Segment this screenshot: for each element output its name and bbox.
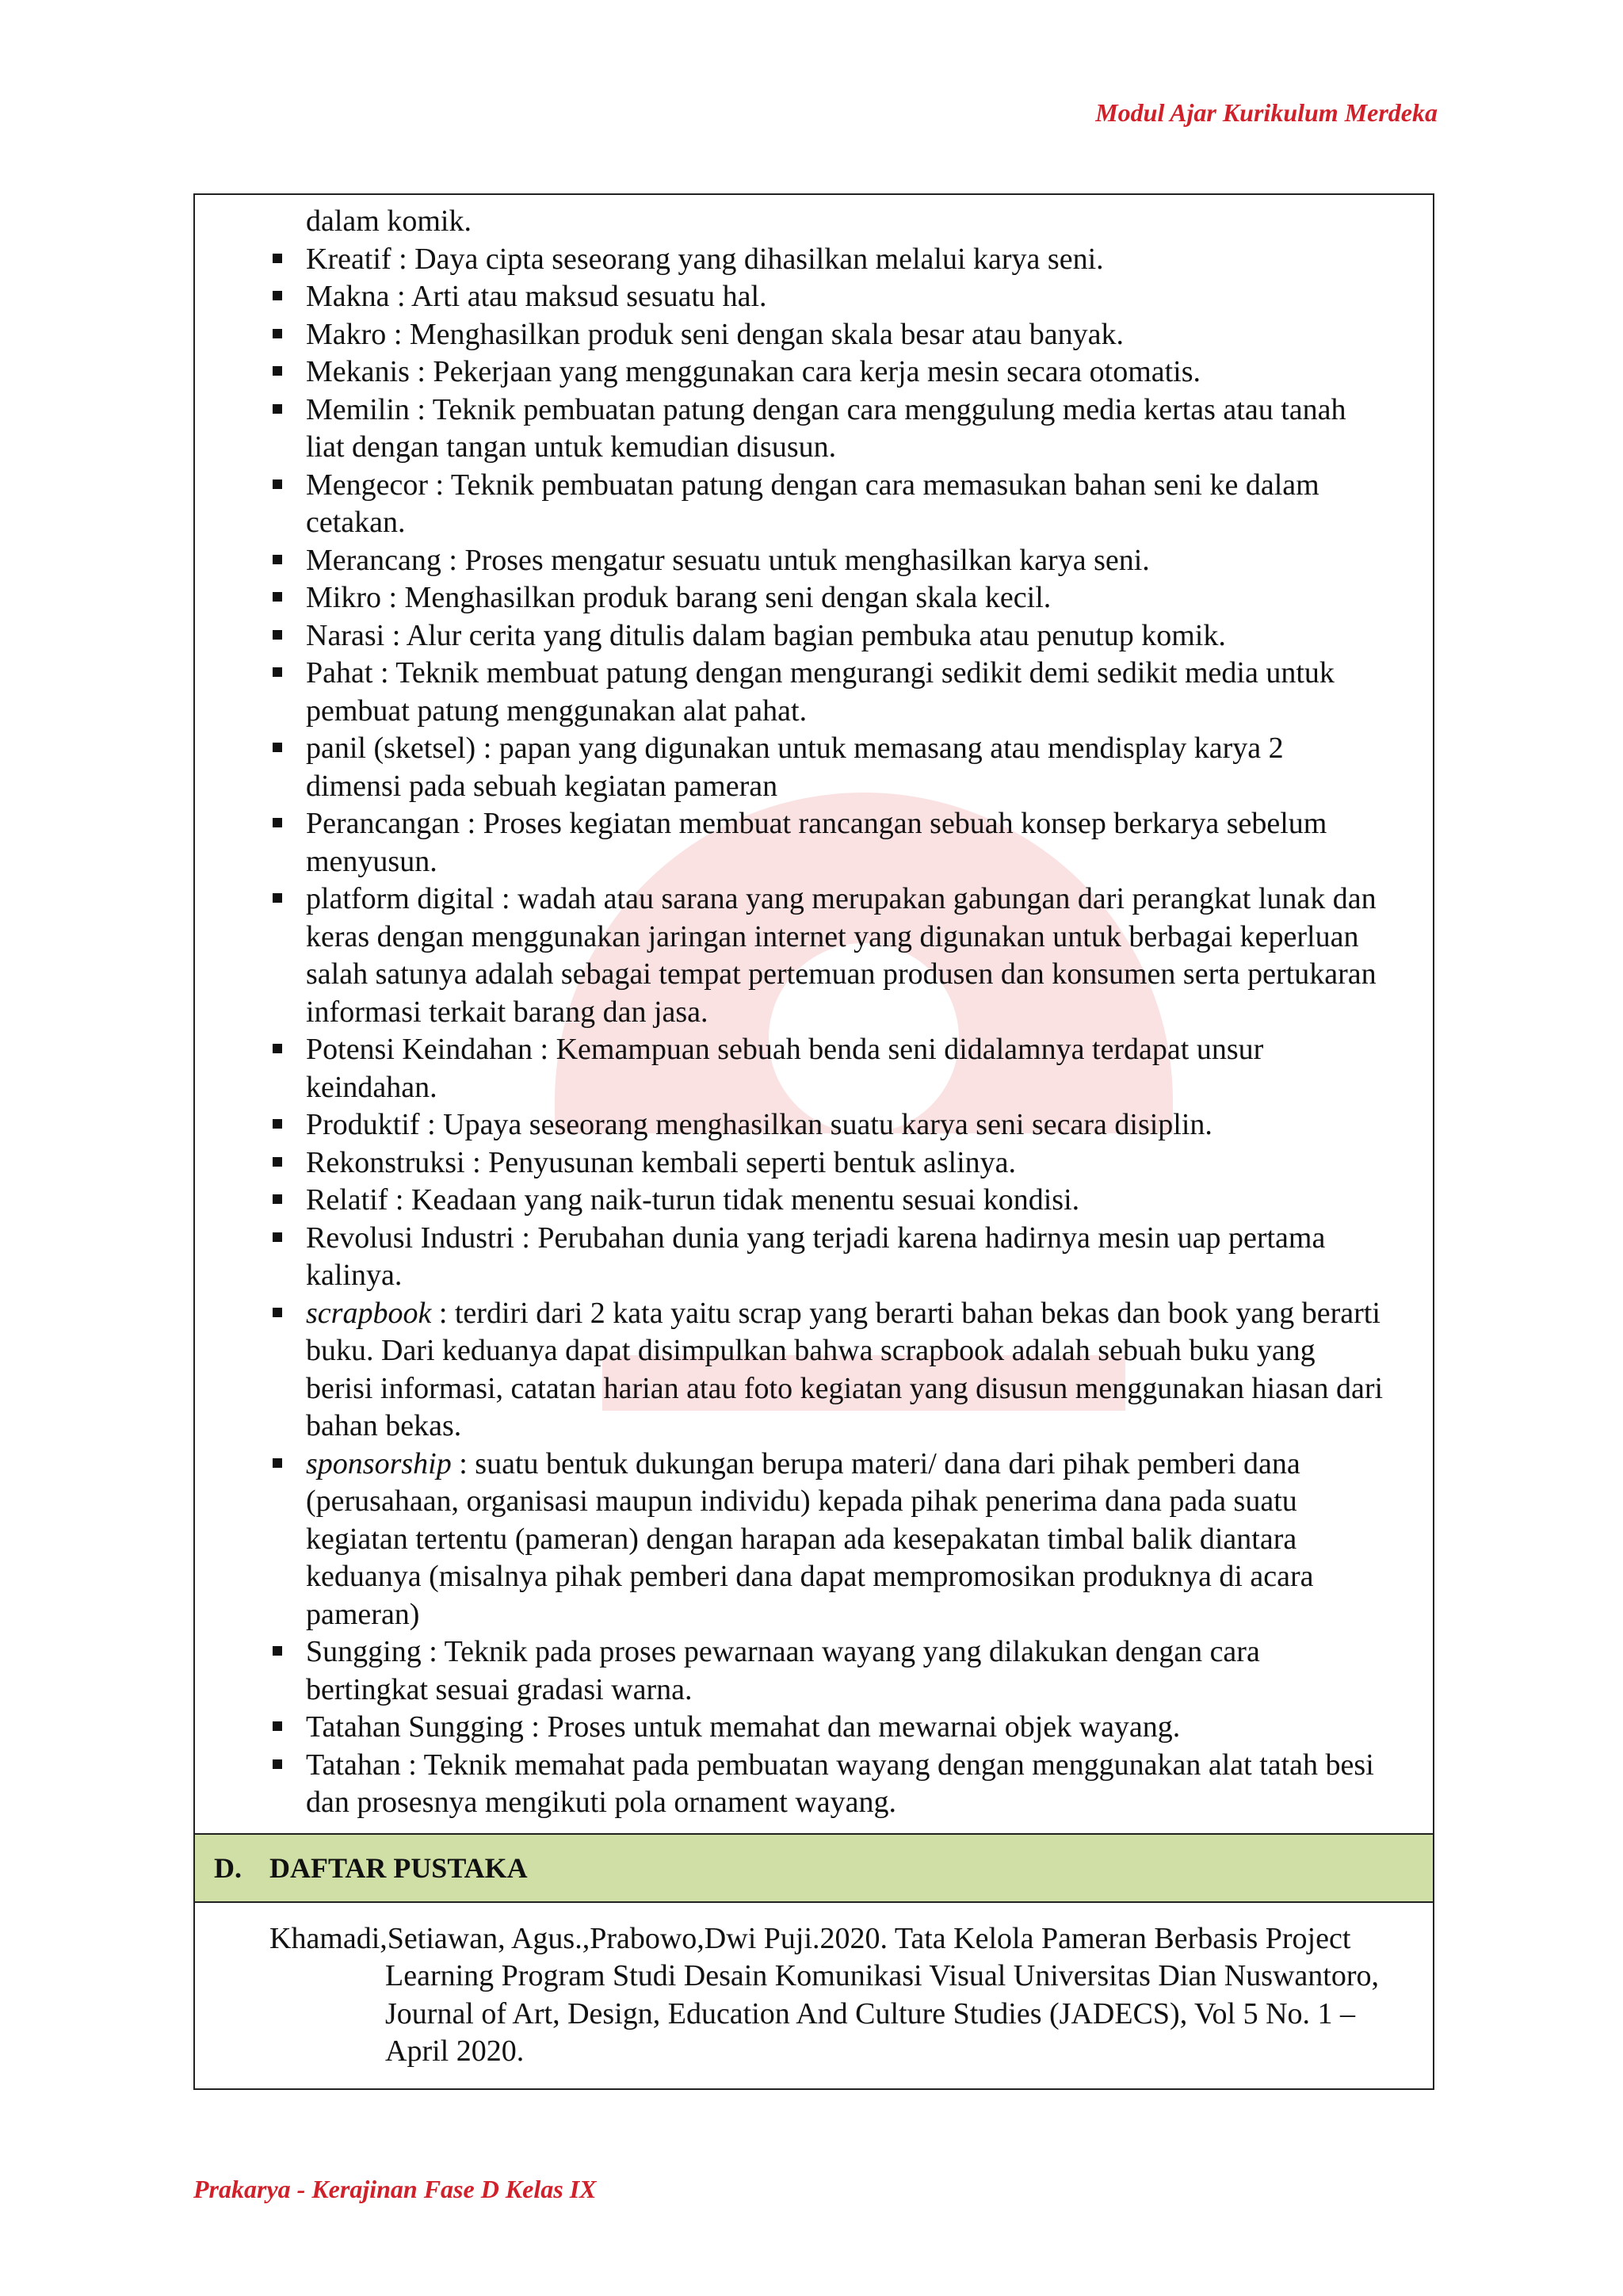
glossary-definition: : terdiri dari 2 kata yaitu scrap yang berarti bahan bekas dan book yang berarti buku. Dari keduanya dapat disimpulkan bahwa scrapbook adalah sebuah buku yang berisi informasi, catatan harian atau foto kegiatan yang disusun menggunakan hiasan dari bahan bekas. (306, 1296, 1384, 1442)
glossary-term: sponsorship (306, 1446, 452, 1480)
glossary-item (235, 655, 1385, 730)
square-bullet-icon (273, 555, 282, 564)
running-footer: Prakarya - Kerajinan Fase D Kelas IX (193, 2175, 597, 2203)
square-bullet-icon (273, 1157, 282, 1167)
glossary-item (235, 1182, 1385, 1220)
glossary-item (235, 1106, 1385, 1144)
square-bullet-icon (273, 1044, 282, 1053)
square-bullet-icon (273, 254, 282, 263)
glossary-term: Tatahan (306, 1748, 401, 1782)
glossary-definition: : Teknik membuat patung dengan mengurangi sedikit demi sedikit media untuk pembuat patung menggunakan alat pahat. (306, 656, 1335, 728)
glossary-item (235, 617, 1385, 655)
glossary-term: Memilin (306, 392, 410, 426)
content-table (193, 193, 1434, 2090)
square-bullet-icon (273, 404, 282, 414)
square-bullet-icon (273, 592, 282, 602)
running-header: Modul Ajar Kurikulum Merdeka (1095, 98, 1438, 127)
glossary-item (235, 1747, 1385, 1822)
glossary-item (235, 392, 1385, 467)
glossary-term: Mekanis (306, 355, 410, 388)
glossary-term: panil (sketsel) (306, 732, 476, 765)
glossary-item (235, 730, 1385, 805)
glossary-item (235, 1709, 1385, 1747)
square-bullet-icon (273, 291, 282, 300)
glossary-term: Narasi (306, 618, 385, 652)
glossary-item (235, 1633, 1385, 1709)
glossary-definition: : Arti atau maksud sesuatu hal. (389, 280, 767, 313)
square-bullet-icon (273, 1721, 282, 1731)
glossary-definition: : Proses kegiatan membuat rancangan sebuah konsep berkarya sebelum menyusun. (306, 807, 1327, 878)
glossary-definition: : Teknik memahat pada pembuatan wayang dengan menggunakan alat tatah besi dan prosesnya mengikuti pola ornament wayang. (306, 1748, 1374, 1819)
square-bullet-icon (273, 1308, 282, 1317)
glossary-term: Tatahan Sungging (306, 1710, 524, 1744)
glossary-item (235, 1295, 1385, 1446)
glossary-definition: : Teknik pada proses pewarnaan wayang yang dilakukan dengan cara bertingkat sesuai gradasi warna. (306, 1635, 1260, 1706)
glossary-item (235, 542, 1385, 580)
square-bullet-icon (273, 818, 282, 827)
glossary-term: Mikro (306, 581, 381, 614)
glossary-item (235, 316, 1385, 354)
glossary-definition: : Keadaan yang naik-turun tidak menentu sesuai kondisi. (388, 1183, 1080, 1217)
glossary-term: Sungging (306, 1635, 422, 1668)
square-bullet-icon (273, 743, 282, 752)
square-bullet-icon (273, 329, 282, 338)
glossary-definition: : Pekerjaan yang menggunakan cara kerja mesin secara otomatis. (409, 355, 1201, 388)
glossary-term: scrapbook (306, 1296, 432, 1330)
glossary-item (235, 278, 1385, 316)
section-d-title: DAFTAR PUSTAKA (269, 1851, 528, 1884)
glossary-term: Makro (306, 317, 387, 351)
square-bullet-icon (273, 366, 282, 376)
glossary-term: Revolusi Industri (306, 1221, 514, 1255)
glossary-term: Potensi Keindahan (306, 1033, 533, 1066)
glossary-term: Makna (306, 280, 390, 313)
glossary-item (235, 1220, 1385, 1295)
glossary-cell (195, 195, 1433, 1833)
square-bullet-icon (273, 1119, 282, 1129)
glossary-list (235, 241, 1385, 1822)
square-bullet-icon (273, 1458, 282, 1468)
glossary-definition: : Proses untuk memahat dan mewarnai objek wayang. (523, 1710, 1181, 1744)
glossary-item (235, 881, 1385, 1031)
reference-list (269, 1920, 1401, 2071)
glossary-definition: : Kemampuan sebuah benda seni didalamnya terdapat unsur keindahan. (306, 1033, 1264, 1104)
glossary-term: Kreatif (306, 242, 391, 276)
square-bullet-icon (273, 1194, 282, 1204)
glossary-definition: : Menghasilkan produk barang seni dengan skala kecil. (381, 581, 1052, 614)
square-bullet-icon (273, 893, 282, 903)
glossary-item (235, 579, 1385, 617)
glossary-term: platform digital (306, 882, 495, 915)
glossary-term: Relatif (306, 1183, 388, 1217)
glossary-continuation: dalam komik. (306, 204, 472, 238)
glossary-term: Pahat (306, 656, 373, 690)
glossary-definition: : Menghasilkan produk seni dengan skala besar atau banyak. (386, 317, 1125, 351)
glossary-definition: : suatu bentuk dukungan berupa materi/ dana dari pihak pemberi dana (perusahaan, organisasi maupun individu) kepada pihak penerima dana pada suatu kegiatan tertentu (pameran) dengan harapan ada kesepakatan timbal balik diantara keduanya (misalnya pihak pemberi dana dapat mempromosikan produknya di acara pameran) (306, 1446, 1314, 1631)
glossary-definition: : papan yang digunakan untuk memasang atau mendisplay karya 2 dimensi pada sebuah kegiatan pameran (306, 732, 1284, 803)
square-bullet-icon (273, 1759, 282, 1769)
glossary-definition: : Alur cerita yang ditulis dalam bagian pembuka atau penutup komik. (384, 618, 1226, 652)
square-bullet-icon (273, 630, 282, 640)
glossary-item (235, 241, 1385, 279)
glossary-definition: : Proses mengatur sesuatu untuk menghasilkan karya seni. (441, 543, 1150, 577)
glossary-term: Produktif (306, 1108, 420, 1141)
glossary-item (235, 467, 1385, 542)
glossary-definition: : Perubahan dunia yang terjadi karena hadirnya mesin uap pertama kalinya. (306, 1221, 1326, 1292)
square-bullet-icon (273, 667, 282, 677)
section-d-letter: D. (214, 1851, 242, 1884)
glossary-term: Merancang (306, 543, 441, 577)
glossary-item (235, 1031, 1385, 1106)
glossary-definition: : Teknik pembuatan patung dengan cara menggulung media kertas atau tanah liat dengan tangan untuk kemudian disusun. (306, 392, 1346, 464)
glossary-definition: : Daya cipta seseorang yang dihasilkan melalui karya seni. (391, 242, 1104, 276)
square-bullet-icon (273, 1646, 282, 1656)
references-cell (195, 1903, 1433, 2088)
reference-entry: Khamadi,Setiawan, Agus.,Prabowo,Dwi Puji.2020. Tata Kelola Pameran Berbasis Project Learning Program Studi Desain Komunikasi Visual Universitas Dian Nuswantoro, Journal of Art, Design, Education And Culture Studies (JADECS), Vol 5 No. 1 – April 2020. (269, 1921, 1379, 2068)
glossary-definition: : Upaya seseorang menghasilkan suatu karya seni secara disiplin. (419, 1108, 1212, 1141)
glossary-item (235, 353, 1385, 392)
square-bullet-icon (273, 479, 282, 489)
glossary-term: Perancangan (306, 807, 460, 840)
glossary-definition: : Teknik pembuatan patung dengan cara memasukan bahan seni ke dalam cetakan. (306, 468, 1319, 539)
glossary-item (235, 1144, 1385, 1182)
section-d-header (195, 1833, 1433, 1903)
glossary-item (235, 805, 1385, 881)
glossary-term: Mengecor (306, 468, 429, 502)
glossary-definition: : Penyusunan kembali seperti bentuk aslinya. (464, 1145, 1017, 1179)
glossary-term: Rekonstruksi (306, 1145, 465, 1179)
glossary-definition: : wadah atau sarana yang merupakan gabungan dari perangkat lunak dan keras dengan menggunakan jaringan internet yang digunakan untuk berbagai keperluan salah satunya adalah sebagai tempat pertemuan produsen dan konsumen serta pertukaran informasi terkait barang dan jasa. (306, 882, 1377, 1029)
glossary-item (235, 1446, 1385, 1634)
square-bullet-icon (273, 1232, 282, 1242)
